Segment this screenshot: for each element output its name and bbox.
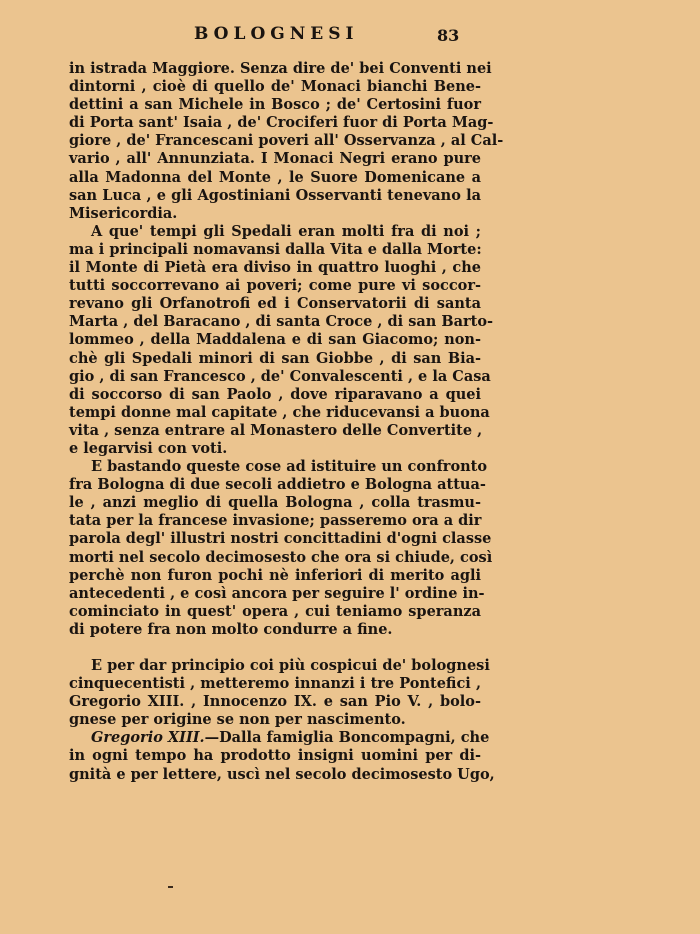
text-line: Misericordia. (69, 204, 178, 222)
text-line: di potere fra non molto condurre a fine. (69, 620, 393, 638)
text-line: lommeo , della Maddalena e di san Giacomo; non- (69, 331, 481, 349)
text-line: antecedenti , e così ancora per seguire l' ordine in- (69, 584, 485, 602)
text-line: fra Bologna di due secoli addietro e Bologna attua- (69, 476, 486, 494)
text-line: gnese per origine se non per nascimento. (69, 711, 406, 729)
paragraph-4 (69, 657, 490, 729)
text-line: le , anzi meglio di quella Bologna , colla trasmu- (69, 494, 481, 512)
text-line: in istrada Maggiore. Senza dire de' bei Conventi nei (69, 60, 492, 77)
text-line: il Monte di Pietà era diviso in quattro luoghi , che (69, 259, 481, 277)
text-line: dettini a san Michele in Bosco ; de' Certosini fuor (69, 96, 481, 114)
text-line: vita , senza entrare al Monastero delle Convertite , (69, 421, 483, 439)
text-line: in ogni tempo ha prodotto insigni uomini per di- (69, 747, 481, 765)
text-line: san Luca , e gli Agostiniani Osservanti tenevano la (69, 186, 481, 204)
text-line: ma i principali nomavansi dalla Vita e dalla Morte: (69, 240, 482, 258)
body-text (69, 60, 504, 784)
ink-speck (168, 886, 173, 888)
text-line: morti nel secolo decimosesto che ora si chiude, così (69, 548, 493, 566)
text-line: tata per la francese invasione; passeremo ora a dir (69, 512, 482, 530)
text-line: perchè non furon pochi nè inferiori di merito agli (69, 566, 481, 584)
text-line: chè gli Spedali minori di san Giobbe , di san Bia- (69, 349, 481, 367)
page-number: 83 (437, 26, 460, 45)
text-line: Marta , del Baracano , di santa Croce , di san Barto- (69, 313, 494, 331)
paragraph-5 (69, 729, 495, 783)
text-line: cinquecentisti , metteremo innanzi i tre Pontefici , (69, 675, 481, 693)
section-heading: Gregorio XIII. (91, 729, 205, 747)
text-line: tempi donne mal capitate , che riducevansi a buona (69, 403, 490, 421)
text-line: e legarvisi con voti. (69, 439, 228, 457)
heading-continuation: —Dalla famiglia Boncompagni, che (204, 729, 490, 747)
text-line: di soccorso di san Paolo , dove riparavano a quei (69, 385, 481, 403)
paragraph-2 (69, 222, 494, 458)
running-title: BOLOGNESI (194, 24, 359, 44)
text-line (69, 729, 490, 747)
paragraph-1 (69, 60, 504, 223)
text-line: giore , de' Francescani poveri all' Osservanza , al Cal- (69, 132, 504, 150)
text-line: E bastando queste cose ad istituire un confronto (91, 458, 488, 476)
text-line: alla Madonna del Monte , le Suore Domenicane a (69, 168, 481, 186)
text-line: Gregorio XIII. , Innocenzo IX. e san Pio V. , bolo- (69, 693, 481, 711)
text-line: A que' tempi gli Spedali eran molti fra di noi ; (91, 222, 481, 240)
text-line: tutti soccorrevano ai poveri; come pure vi soccor- (69, 277, 481, 295)
text-line: gio , di san Francesco , de' Convalescenti , e la Casa (69, 367, 491, 385)
text-line: parola degl' illustri nostri concittadini d'ogni classe (69, 530, 492, 548)
text-line: cominciato in quest' opera , cui teniamo speranza (69, 602, 481, 620)
text-line: di Porta sant' Isaia , de' Crociferi fuor di Porta Mag- (69, 114, 494, 132)
text-line: revano gli Orfanotrofi ed i Conservatorii di santa (69, 295, 481, 313)
paragraph-3 (69, 458, 493, 639)
text-line: gnità e per lettere, uscì nel secolo decimosesto Ugo, (69, 765, 495, 783)
text-line: E per dar principio coi più cospicui de' bolognesi (91, 657, 490, 674)
text-line: vario , all' Annunziata. I Monaci Negri erano pure (69, 150, 481, 168)
paragraph-spacer (69, 639, 481, 657)
text-line: dintorni , cioè di quello de' Monaci bianchi Bene- (69, 78, 481, 96)
